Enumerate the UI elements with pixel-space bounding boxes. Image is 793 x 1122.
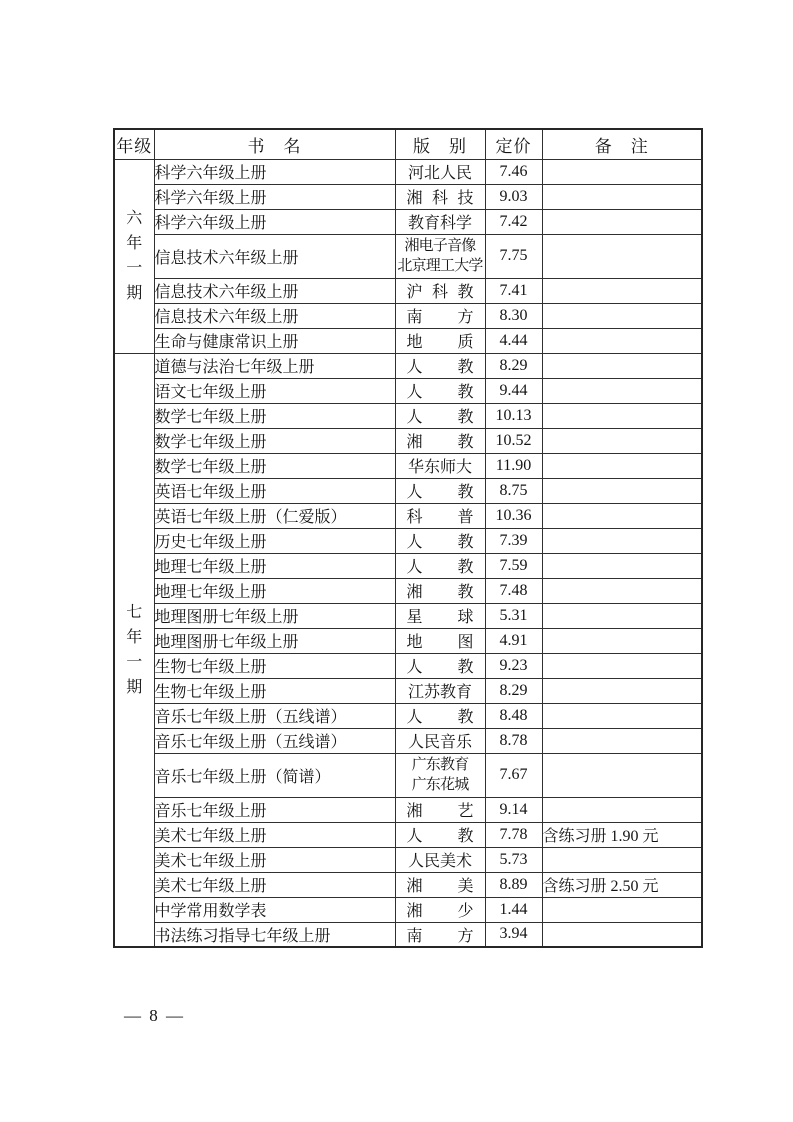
note-cell bbox=[542, 453, 702, 478]
price-cell: 7.41 bbox=[485, 278, 542, 303]
table-row bbox=[114, 728, 702, 753]
publisher-char: 湘 bbox=[406, 190, 423, 207]
book-name-cell: 数学七年级上册 bbox=[154, 403, 395, 428]
publisher-char: 教 bbox=[457, 434, 474, 451]
publisher-char: 沪 bbox=[406, 284, 423, 301]
table-row bbox=[114, 678, 702, 703]
header-row bbox=[114, 129, 702, 159]
table-row bbox=[114, 453, 702, 478]
note-cell bbox=[542, 922, 702, 947]
publisher-cell bbox=[395, 353, 485, 378]
price-cell: 5.73 bbox=[485, 847, 542, 872]
publisher-char: 人 bbox=[406, 359, 423, 376]
publisher-spread-text bbox=[396, 704, 485, 727]
publisher-line: 湘电子音像 bbox=[404, 238, 476, 254]
book-name-cell: 美术七年级上册 bbox=[154, 822, 395, 847]
table-row bbox=[114, 603, 702, 628]
note-cell bbox=[542, 578, 702, 603]
publisher-spread-text bbox=[396, 798, 485, 821]
table-row bbox=[114, 897, 702, 922]
book-name-cell: 科学六年级上册 bbox=[154, 159, 395, 184]
publisher-char: 教 bbox=[457, 409, 474, 426]
grade-cell bbox=[114, 159, 154, 353]
price-cell: 7.42 bbox=[485, 209, 542, 234]
publisher-cell bbox=[395, 603, 485, 628]
publisher-char: 美 bbox=[457, 878, 474, 895]
table-row bbox=[114, 209, 702, 234]
publisher-cell bbox=[395, 578, 485, 603]
note-cell bbox=[542, 897, 702, 922]
publisher-char: 湘 bbox=[406, 803, 423, 820]
price-cell: 8.78 bbox=[485, 728, 542, 753]
publisher-char: 人 bbox=[406, 659, 423, 676]
publisher-char: 普 bbox=[457, 509, 474, 526]
book-name-cell: 美术七年级上册 bbox=[154, 847, 395, 872]
publisher-char: 湘 bbox=[406, 584, 423, 601]
table-row bbox=[114, 872, 702, 897]
table-row bbox=[114, 847, 702, 872]
publisher-spread-text bbox=[396, 279, 485, 302]
note-cell bbox=[542, 653, 702, 678]
table-row bbox=[114, 328, 702, 353]
book-name-cell: 历史七年级上册 bbox=[154, 528, 395, 553]
table-row bbox=[114, 403, 702, 428]
note-cell bbox=[542, 678, 702, 703]
note-cell bbox=[542, 553, 702, 578]
textbook-price-table bbox=[113, 128, 703, 948]
table-row bbox=[114, 653, 702, 678]
publisher-spread-text bbox=[396, 185, 485, 208]
publisher-char: 湘 bbox=[406, 903, 423, 920]
publisher-char: 教 bbox=[457, 384, 474, 401]
note-cell bbox=[542, 234, 702, 278]
publisher-cell bbox=[395, 403, 485, 428]
publisher-cell bbox=[395, 378, 485, 403]
price-cell: 7.67 bbox=[485, 753, 542, 797]
note-cell bbox=[542, 528, 702, 553]
table-row bbox=[114, 703, 702, 728]
publisher-char: 人 bbox=[406, 559, 423, 576]
publisher-spread-text bbox=[396, 379, 485, 402]
publisher-spread-text bbox=[396, 304, 485, 327]
publisher-char: 湘 bbox=[406, 434, 423, 451]
book-name-cell: 信息技术六年级上册 bbox=[154, 234, 395, 278]
table-row bbox=[114, 553, 702, 578]
price-cell: 8.30 bbox=[485, 303, 542, 328]
note-cell bbox=[542, 159, 702, 184]
price-cell: 7.46 bbox=[485, 159, 542, 184]
publisher-char: 人 bbox=[406, 384, 423, 401]
publisher-spread-text bbox=[396, 898, 485, 921]
publisher-spread-text bbox=[396, 479, 485, 502]
publisher-cell bbox=[395, 528, 485, 553]
book-name-cell: 中学常用数学表 bbox=[154, 897, 395, 922]
publisher-spread-text bbox=[396, 504, 485, 527]
table-row bbox=[114, 184, 702, 209]
grade-cell bbox=[114, 353, 154, 947]
publisher-char: 南 bbox=[406, 309, 423, 326]
publisher-cell bbox=[395, 897, 485, 922]
note-cell: 含练习册 2.50 元 bbox=[542, 872, 702, 897]
publisher-char: 少 bbox=[457, 903, 474, 920]
note-cell bbox=[542, 797, 702, 822]
publisher-cell bbox=[395, 703, 485, 728]
publisher-char: 人 bbox=[406, 409, 423, 426]
price-cell: 8.48 bbox=[485, 703, 542, 728]
col-header-book: 书 名 bbox=[154, 129, 395, 159]
price-cell: 3.94 bbox=[485, 922, 542, 947]
publisher-char: 人 bbox=[406, 709, 423, 726]
publisher-spread-text bbox=[396, 923, 485, 946]
note-cell bbox=[542, 603, 702, 628]
price-cell: 8.75 bbox=[485, 478, 542, 503]
publisher-char: 湘 bbox=[406, 878, 423, 895]
publisher-char: 地 bbox=[406, 334, 423, 351]
price-cell: 10.36 bbox=[485, 503, 542, 528]
price-cell: 1.44 bbox=[485, 897, 542, 922]
price-cell: 7.48 bbox=[485, 578, 542, 603]
col-header-publisher: 版 别 bbox=[395, 129, 485, 159]
price-cell: 7.75 bbox=[485, 234, 542, 278]
note-cell bbox=[542, 378, 702, 403]
publisher-spread-text bbox=[396, 354, 485, 377]
price-cell: 9.44 bbox=[485, 378, 542, 403]
publisher-cell bbox=[395, 628, 485, 653]
publisher-char: 科 bbox=[431, 190, 448, 207]
publisher-char: 科 bbox=[431, 284, 448, 301]
table-row bbox=[114, 378, 702, 403]
book-name-cell: 信息技术六年级上册 bbox=[154, 278, 395, 303]
table-row bbox=[114, 628, 702, 653]
publisher-char: 图 bbox=[457, 634, 474, 651]
note-cell bbox=[542, 753, 702, 797]
publisher-char: 南 bbox=[406, 927, 423, 945]
publisher-spread-text bbox=[396, 873, 485, 896]
publisher-char: 质 bbox=[457, 334, 474, 351]
publisher-line: 广东花城 bbox=[411, 777, 469, 793]
book-name-cell: 音乐七年级上册（五线谱） bbox=[154, 728, 395, 753]
book-name-cell: 数学七年级上册 bbox=[154, 453, 395, 478]
note-cell bbox=[542, 478, 702, 503]
publisher-char: 教 bbox=[457, 709, 474, 726]
price-cell: 7.59 bbox=[485, 553, 542, 578]
publisher-char: 教 bbox=[457, 828, 474, 845]
grade-label: 七年一期 bbox=[126, 603, 143, 696]
publisher-spread-text bbox=[396, 629, 485, 652]
grade-label: 六年一期 bbox=[126, 210, 143, 302]
col-header-note: 备 注 bbox=[542, 129, 702, 159]
note-cell bbox=[542, 303, 702, 328]
book-name-cell: 音乐七年级上册（简谱） bbox=[154, 753, 395, 797]
publisher-char: 教 bbox=[457, 284, 474, 301]
note-cell: 含练习册 1.90 元 bbox=[542, 822, 702, 847]
price-cell: 8.29 bbox=[485, 678, 542, 703]
table-row bbox=[114, 478, 702, 503]
publisher-cell bbox=[395, 234, 485, 278]
book-name-cell: 英语七年级上册 bbox=[154, 478, 395, 503]
table-row bbox=[114, 797, 702, 822]
publisher-spread-text bbox=[396, 429, 485, 452]
book-name-cell: 信息技术六年级上册 bbox=[154, 303, 395, 328]
price-cell: 8.29 bbox=[485, 353, 542, 378]
publisher-cell bbox=[395, 328, 485, 353]
table-row bbox=[114, 528, 702, 553]
table-row bbox=[114, 822, 702, 847]
publisher-line: 广东教育 bbox=[411, 757, 469, 773]
publisher-char: 教 bbox=[457, 584, 474, 601]
publisher-spread-text bbox=[396, 604, 485, 627]
publisher-cell: 江苏教育 bbox=[395, 678, 485, 703]
publisher-char: 人 bbox=[406, 828, 423, 845]
publisher-char: 方 bbox=[457, 309, 474, 326]
book-name-cell: 生命与健康常识上册 bbox=[154, 328, 395, 353]
note-cell bbox=[542, 403, 702, 428]
publisher-spread-text bbox=[396, 404, 485, 427]
book-name-cell: 书法练习指导七年级上册 bbox=[154, 922, 395, 947]
book-name-cell: 地理七年级上册 bbox=[154, 578, 395, 603]
publisher-char: 教 bbox=[457, 559, 474, 576]
table-row bbox=[114, 503, 702, 528]
table-row bbox=[114, 303, 702, 328]
publisher-spread-text bbox=[396, 529, 485, 552]
table-row bbox=[114, 234, 702, 278]
book-name-cell: 科学六年级上册 bbox=[154, 209, 395, 234]
publisher-cell bbox=[395, 503, 485, 528]
book-name-cell: 地理七年级上册 bbox=[154, 553, 395, 578]
publisher-cell: 华东师大 bbox=[395, 453, 485, 478]
book-name-cell: 数学七年级上册 bbox=[154, 428, 395, 453]
publisher-cell bbox=[395, 872, 485, 897]
publisher-char: 艺 bbox=[457, 803, 474, 820]
table-row bbox=[114, 922, 702, 947]
publisher-char: 球 bbox=[457, 609, 474, 626]
note-cell bbox=[542, 209, 702, 234]
note-cell bbox=[542, 328, 702, 353]
table-row bbox=[114, 578, 702, 603]
book-name-cell: 地理图册七年级上册 bbox=[154, 603, 395, 628]
publisher-cell: 河北人民 bbox=[395, 159, 485, 184]
note-cell bbox=[542, 353, 702, 378]
book-name-cell: 科学六年级上册 bbox=[154, 184, 395, 209]
table-row bbox=[114, 278, 702, 303]
table-row bbox=[114, 159, 702, 184]
publisher-spread-text bbox=[396, 329, 485, 352]
publisher-char: 人 bbox=[406, 534, 423, 551]
book-name-cell: 音乐七年级上册 bbox=[154, 797, 395, 822]
price-cell: 9.23 bbox=[485, 653, 542, 678]
publisher-cell bbox=[395, 184, 485, 209]
publisher-char: 教 bbox=[457, 484, 474, 501]
price-cell: 11.90 bbox=[485, 453, 542, 478]
table-row bbox=[114, 428, 702, 453]
note-cell bbox=[542, 703, 702, 728]
book-name-cell: 英语七年级上册（仁爱版） bbox=[154, 503, 395, 528]
publisher-cell bbox=[395, 428, 485, 453]
publisher-char: 教 bbox=[457, 659, 474, 676]
price-cell: 4.44 bbox=[485, 328, 542, 353]
note-cell bbox=[542, 278, 702, 303]
publisher-cell bbox=[395, 653, 485, 678]
publisher-spread-text bbox=[396, 579, 485, 602]
publisher-cell bbox=[395, 278, 485, 303]
note-cell bbox=[542, 847, 702, 872]
note-cell bbox=[542, 428, 702, 453]
note-cell bbox=[542, 628, 702, 653]
publisher-char: 地 bbox=[406, 634, 423, 651]
note-cell bbox=[542, 184, 702, 209]
book-name-cell: 语文七年级上册 bbox=[154, 378, 395, 403]
publisher-char: 方 bbox=[457, 927, 474, 945]
book-name-cell: 地理图册七年级上册 bbox=[154, 628, 395, 653]
price-cell: 4.91 bbox=[485, 628, 542, 653]
publisher-cell bbox=[395, 822, 485, 847]
publisher-spread-text bbox=[396, 823, 485, 846]
book-name-cell: 音乐七年级上册（五线谱） bbox=[154, 703, 395, 728]
price-cell: 10.13 bbox=[485, 403, 542, 428]
publisher-cell bbox=[395, 753, 485, 797]
page-number: — 8 — bbox=[124, 1006, 185, 1025]
book-name-cell: 生物七年级上册 bbox=[154, 653, 395, 678]
col-header-price: 定价 bbox=[485, 129, 542, 159]
col-header-grade: 年级 bbox=[114, 129, 154, 159]
note-cell bbox=[542, 728, 702, 753]
publisher-char: 星 bbox=[406, 609, 423, 626]
table-row bbox=[114, 353, 702, 378]
price-cell: 8.89 bbox=[485, 872, 542, 897]
publisher-cell: 人民音乐 bbox=[395, 728, 485, 753]
publisher-cell bbox=[395, 478, 485, 503]
publisher-cell: 教育科学 bbox=[395, 209, 485, 234]
price-cell: 7.39 bbox=[485, 528, 542, 553]
price-cell: 7.78 bbox=[485, 822, 542, 847]
publisher-line: 北京理工大学 bbox=[397, 258, 483, 274]
publisher-char: 技 bbox=[457, 190, 474, 207]
price-cell: 10.52 bbox=[485, 428, 542, 453]
note-cell bbox=[542, 503, 702, 528]
book-name-cell: 生物七年级上册 bbox=[154, 678, 395, 703]
publisher-char: 教 bbox=[457, 359, 474, 376]
publisher-cell bbox=[395, 303, 485, 328]
publisher-cell bbox=[395, 922, 485, 947]
publisher-cell: 人民美术 bbox=[395, 847, 485, 872]
publisher-cell bbox=[395, 797, 485, 822]
table-row bbox=[114, 753, 702, 797]
publisher-spread-text bbox=[396, 554, 485, 577]
book-name-cell: 美术七年级上册 bbox=[154, 872, 395, 897]
publisher-char: 人 bbox=[406, 484, 423, 501]
publisher-spread-text bbox=[396, 654, 485, 677]
publisher-char: 科 bbox=[406, 509, 423, 526]
publisher-cell bbox=[395, 553, 485, 578]
publisher-char: 教 bbox=[457, 534, 474, 551]
price-cell: 9.03 bbox=[485, 184, 542, 209]
price-cell: 5.31 bbox=[485, 603, 542, 628]
price-cell: 9.14 bbox=[485, 797, 542, 822]
book-name-cell: 道德与法治七年级上册 bbox=[154, 353, 395, 378]
